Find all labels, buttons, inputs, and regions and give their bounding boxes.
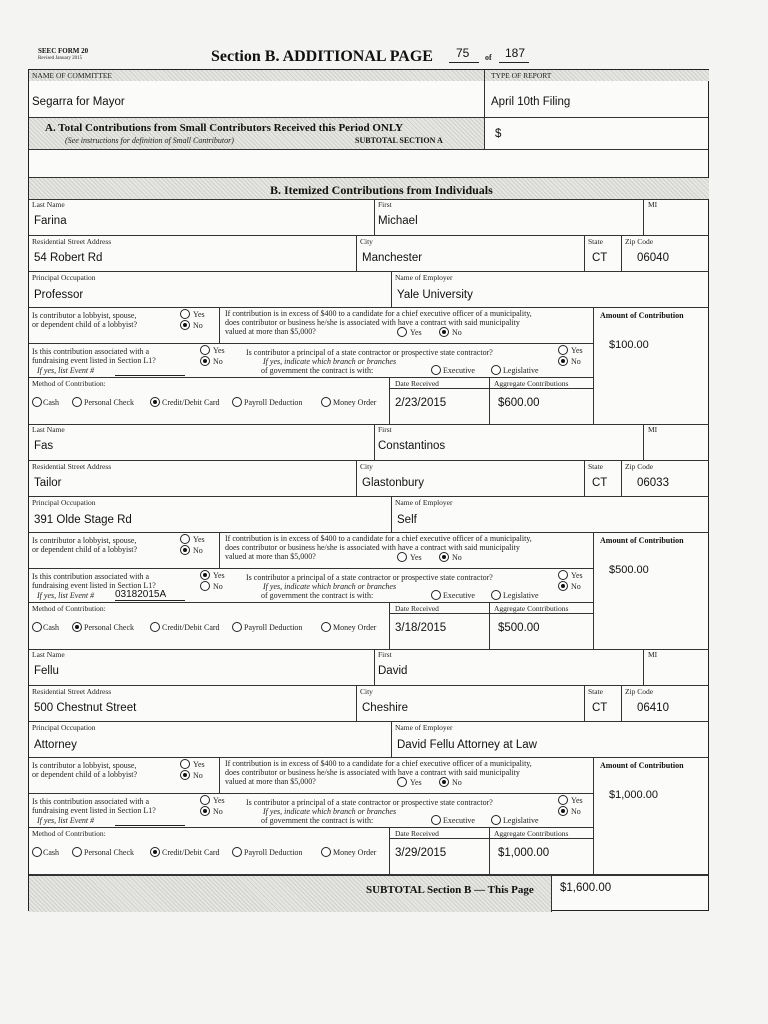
state-yes-radio[interactable] (558, 345, 568, 355)
occupation[interactable]: Attorney (34, 739, 77, 751)
aggregate-label: Aggregate Contributions (494, 604, 569, 613)
event-question: Is this contribution associated with a (32, 347, 150, 356)
lobbyist-question-2: or dependent child of a lobbyist? (32, 320, 138, 329)
date-received-label: Date Received (395, 829, 439, 838)
state-contractor-question: Is contributor a principal of a state contractor or prospective state contractor? (246, 798, 493, 807)
amount-label: Amount of Contribution (600, 761, 684, 770)
zip-code[interactable]: 06033 (637, 477, 669, 489)
state-no-label: No (571, 807, 581, 816)
street-address[interactable]: 54 Robert Rd (34, 252, 103, 264)
state-label: State (588, 237, 603, 246)
event-number[interactable]: 03182015A (115, 589, 167, 600)
section-b-subtotal-amount[interactable]: $1,600.00 (560, 882, 612, 894)
cash-label: Cash (43, 623, 59, 632)
money-order-radio[interactable] (321, 397, 331, 407)
event-question: Is this contribution associated with a (32, 572, 150, 581)
exec-no-label: No (452, 553, 462, 562)
state[interactable]: CT (592, 702, 608, 714)
event-no-label: No (213, 357, 223, 366)
exec-contract-question: If contribution is in excess of $400 to a candidate for a chief executive officer of a municipality, (225, 534, 532, 543)
occupation-label: Principal Occupation (32, 498, 96, 507)
executive-label: Executive (443, 366, 475, 375)
section-b-subtotal-label: SUBTOTAL Section B — This Page (366, 884, 534, 896)
state-label: State (588, 687, 603, 696)
legislative-label: Legislative (503, 591, 539, 600)
employer[interactable]: Yale University (397, 289, 473, 301)
state[interactable]: CT (592, 477, 608, 489)
executive-radio[interactable] (431, 590, 441, 600)
date-received-label: Date Received (395, 379, 439, 388)
payroll-label: Payroll Deduction (244, 398, 303, 407)
report-type-label: TYPE OF REPORT (491, 71, 552, 80)
exec-contract-question-2: does contributor or business he/she is associated with have a contract with said municipality (225, 768, 520, 777)
event-no-label: No (213, 807, 223, 816)
street-label: Residential Street Address (32, 687, 112, 696)
date-received[interactable]: 3/18/2015 (395, 622, 447, 634)
aggregate-label: Aggregate Contributions (494, 829, 569, 838)
first-name[interactable]: Constantinos (378, 440, 446, 452)
lobbyist-question: Is contributor a lobbyist, spouse, (32, 311, 137, 320)
credit-card-label: Credit/Debit Card (162, 623, 220, 632)
occupation[interactable]: 391 Olde Stage Rd (34, 514, 132, 526)
exec-no-label: No (452, 778, 462, 787)
aggregate-contributions[interactable]: $600.00 (498, 397, 540, 409)
city-label: City (360, 462, 373, 471)
exec-contract-question: If contribution is in excess of $400 to a candidate for a chief executive officer of a municipality, (225, 309, 532, 318)
state-contractor-question-3: of government the contract is with: (261, 816, 374, 825)
payroll-radio[interactable] (232, 397, 242, 407)
exec-contract-question-3: valued at more than $5,000? (225, 327, 316, 336)
contribution-entry (29, 649, 709, 874)
last-name[interactable]: Fellu (34, 665, 59, 677)
middle-initial-label: MI (648, 425, 658, 434)
contribution-form (28, 69, 709, 911)
credit-card-radio[interactable] (150, 622, 160, 632)
credit-card-radio[interactable] (150, 397, 160, 407)
payroll-radio[interactable] (232, 622, 242, 632)
aggregate-contributions[interactable]: $1,000.00 (498, 847, 550, 859)
lobbyist-question-2: or dependent child of a lobbyist? (32, 545, 138, 554)
event-yes-radio[interactable] (200, 570, 210, 580)
section-a-title: A. Total Contributions from Small Contributors Received this Period ONLY (45, 122, 404, 134)
zip-label: Zip Code (625, 237, 654, 246)
exec-no-radio[interactable] (439, 552, 449, 562)
city[interactable]: Glastonbury (362, 477, 425, 489)
personal-check-radio[interactable] (72, 847, 82, 857)
section-a-amount[interactable]: $ (495, 128, 502, 140)
lobbyist-no-radio[interactable] (180, 545, 190, 555)
contribution-entry (29, 199, 709, 424)
page-total: 187 (505, 46, 526, 60)
first-name[interactable]: Michael (378, 215, 418, 227)
date-received-label: Date Received (395, 604, 439, 613)
money-order-radio[interactable] (321, 847, 331, 857)
form-revision: Revised January 2015 (38, 56, 83, 61)
event-question-2: fundraising event listed in Section L1? (32, 806, 156, 815)
city-label: City (360, 237, 373, 246)
zip-code[interactable]: 06040 (637, 252, 669, 264)
occupation-label: Principal Occupation (32, 273, 96, 282)
state-no-label: No (571, 582, 581, 591)
state-contractor-question-3: of government the contract is with: (261, 591, 374, 600)
section-a-subtotal-label: SUBTOTAL SECTION A (355, 136, 443, 145)
event-yes-label: Yes (213, 796, 225, 805)
executive-label: Executive (443, 816, 475, 825)
event-question-2: fundraising event listed in Section L1? (32, 356, 156, 365)
last-name-label: Last Name (32, 650, 65, 659)
last-name[interactable]: Farina (34, 215, 67, 227)
lobbyist-yes-label: Yes (193, 760, 205, 769)
personal-check-label: Personal Check (84, 623, 134, 632)
personal-check-label: Personal Check (84, 848, 134, 857)
method-label: Method of Contribution: (32, 604, 106, 613)
state-yes-radio[interactable] (558, 570, 568, 580)
state-no-label: No (571, 357, 581, 366)
event-yes-radio[interactable] (200, 345, 210, 355)
last-name[interactable]: Fas (34, 440, 54, 452)
first-name-label: First (378, 200, 392, 209)
cash-radio[interactable] (32, 847, 42, 857)
state-yes-label: Yes (571, 346, 583, 355)
lobbyist-no-label: No (193, 321, 203, 330)
state-no-radio[interactable] (558, 356, 568, 366)
money-order-label: Money Order (333, 848, 377, 857)
lobbyist-question: Is contributor a lobbyist, spouse, (32, 761, 137, 770)
section-a-note: (See instructions for definition of Small Contributor) (65, 136, 234, 145)
lobbyist-no-radio[interactable] (180, 320, 190, 330)
last-name-label: Last Name (32, 425, 65, 434)
event-yes-label: Yes (213, 346, 225, 355)
exec-yes-radio[interactable] (397, 552, 407, 562)
street-address[interactable]: Tailor (34, 477, 62, 489)
credit-card-radio[interactable] (150, 847, 160, 857)
event-question-2: fundraising event listed in Section L1? (32, 581, 156, 590)
employer[interactable]: David Fellu Attorney at Law (397, 739, 537, 751)
exec-yes-radio[interactable] (397, 327, 407, 337)
exec-yes-label: Yes (410, 328, 422, 337)
money-order-label: Money Order (333, 398, 377, 407)
state-contractor-question: Is contributor a principal of a state contractor or prospective state contractor? (246, 573, 493, 582)
exec-yes-label: Yes (410, 778, 422, 787)
page-of-label: of (485, 53, 492, 62)
section-b-title: B. Itemized Contributions from Individuals (270, 183, 493, 197)
cash-label: Cash (43, 398, 59, 407)
committee-name-label: NAME OF COMMITTEE (32, 71, 112, 80)
page-title: Section B. ADDITIONAL PAGE (211, 48, 433, 65)
exec-contract-question: If contribution is in excess of $400 to a candidate for a chief executive officer of a municipality, (225, 759, 532, 768)
employer[interactable]: Self (397, 514, 417, 526)
credit-card-label: Credit/Debit Card (162, 848, 220, 857)
state-contractor-question: Is contributor a principal of a state contractor or prospective state contractor? (246, 348, 493, 357)
exec-contract-question-3: valued at more than $5,000? (225, 777, 316, 786)
lobbyist-no-label: No (193, 771, 203, 780)
state-label: State (588, 462, 603, 471)
state-contractor-question-2: If yes, indicate which branch or branches (263, 582, 397, 591)
state[interactable]: CT (592, 252, 608, 264)
cash-radio[interactable] (32, 622, 42, 632)
state-no-radio[interactable] (558, 581, 568, 591)
lobbyist-yes-radio[interactable] (180, 309, 190, 319)
event-question-3: If yes, list Event # (37, 591, 95, 600)
legislative-radio[interactable] (491, 365, 501, 375)
payroll-radio[interactable] (232, 847, 242, 857)
contribution-amount[interactable]: $500.00 (609, 564, 649, 576)
method-label: Method of Contribution: (32, 379, 106, 388)
lobbyist-no-label: No (193, 546, 203, 555)
money-order-radio[interactable] (321, 622, 331, 632)
exec-yes-radio[interactable] (397, 777, 407, 787)
lobbyist-yes-radio[interactable] (180, 759, 190, 769)
exec-no-radio[interactable] (439, 777, 449, 787)
state-contractor-question-2: If yes, indicate which branch or branches (263, 807, 397, 816)
state-yes-label: Yes (571, 796, 583, 805)
personal-check-radio[interactable] (72, 397, 82, 407)
legislative-radio[interactable] (491, 590, 501, 600)
city[interactable]: Cheshire (362, 702, 409, 714)
page-number: 75 (456, 46, 470, 60)
lobbyist-yes-label: Yes (193, 310, 205, 319)
zip-label: Zip Code (625, 462, 654, 471)
street-address[interactable]: 500 Chestnut Street (34, 702, 137, 714)
date-received[interactable]: 2/23/2015 (395, 397, 447, 409)
event-no-radio[interactable] (200, 581, 210, 591)
lobbyist-yes-radio[interactable] (180, 534, 190, 544)
executive-label: Executive (443, 591, 475, 600)
event-question-3: If yes, list Event # (37, 366, 95, 375)
event-question: Is this contribution associated with a (32, 797, 150, 806)
report-type[interactable]: April 10th Filing (491, 96, 571, 108)
first-name[interactable]: David (378, 665, 408, 677)
credit-card-label: Credit/Debit Card (162, 398, 220, 407)
legislative-label: Legislative (503, 366, 539, 375)
first-name-label: First (378, 425, 392, 434)
event-no-radio[interactable] (200, 806, 210, 816)
middle-initial-label: MI (648, 650, 658, 659)
amount-label: Amount of Contribution (600, 311, 684, 320)
aggregate-contributions[interactable]: $500.00 (498, 622, 540, 634)
state-contractor-question-2: If yes, indicate which branch or branches (263, 357, 397, 366)
event-yes-label: Yes (213, 571, 225, 580)
event-no-label: No (213, 582, 223, 591)
event-yes-radio[interactable] (200, 795, 210, 805)
state-yes-label: Yes (571, 571, 583, 580)
method-label: Method of Contribution: (32, 829, 106, 838)
lobbyist-no-radio[interactable] (180, 770, 190, 780)
street-label: Residential Street Address (32, 237, 112, 246)
zip-code[interactable]: 06410 (637, 702, 669, 714)
state-contractor-question-3: of government the contract is with: (261, 366, 374, 375)
last-name-label: Last Name (32, 200, 65, 209)
lobbyist-question: Is contributor a lobbyist, spouse, (32, 536, 137, 545)
executive-radio[interactable] (431, 365, 441, 375)
contribution-entry (29, 424, 709, 649)
contribution-amount[interactable]: $1,000.00 (609, 789, 658, 801)
contribution-amount[interactable]: $100.00 (609, 339, 649, 351)
exec-no-label: No (452, 328, 462, 337)
amount-label: Amount of Contribution (600, 536, 684, 545)
city-label: City (360, 687, 373, 696)
committee-name[interactable]: Segarra for Mayor (32, 96, 125, 108)
date-received[interactable]: 3/29/2015 (395, 847, 447, 859)
personal-check-radio[interactable] (72, 622, 82, 632)
exec-contract-question-3: valued at more than $5,000? (225, 552, 316, 561)
state-no-radio[interactable] (558, 806, 568, 816)
cash-radio[interactable] (32, 397, 42, 407)
cash-label: Cash (43, 848, 59, 857)
zip-label: Zip Code (625, 687, 654, 696)
employer-label: Name of Employer (395, 723, 453, 732)
lobbyist-question-2: or dependent child of a lobbyist? (32, 770, 138, 779)
employer-label: Name of Employer (395, 273, 453, 282)
personal-check-label: Personal Check (84, 398, 134, 407)
exec-contract-question-2: does contributor or business he/she is associated with have a contract with said municipality (225, 318, 520, 327)
event-question-3: If yes, list Event # (37, 816, 95, 825)
exec-yes-label: Yes (410, 553, 422, 562)
event-no-radio[interactable] (200, 356, 210, 366)
exec-contract-question-2: does contributor or business he/she is associated with have a contract with said municipality (225, 543, 520, 552)
occupation-label: Principal Occupation (32, 723, 96, 732)
money-order-label: Money Order (333, 623, 377, 632)
executive-radio[interactable] (431, 815, 441, 825)
city[interactable]: Manchester (362, 252, 423, 264)
middle-initial-label: MI (648, 200, 658, 209)
legislative-radio[interactable] (491, 815, 501, 825)
street-label: Residential Street Address (32, 462, 112, 471)
payroll-label: Payroll Deduction (244, 848, 303, 857)
aggregate-label: Aggregate Contributions (494, 379, 569, 388)
exec-no-radio[interactable] (439, 327, 449, 337)
first-name-label: First (378, 650, 392, 659)
occupation[interactable]: Professor (34, 289, 84, 301)
state-yes-radio[interactable] (558, 795, 568, 805)
form-id: SEEC FORM 20 (38, 47, 89, 55)
employer-label: Name of Employer (395, 498, 453, 507)
payroll-label: Payroll Deduction (244, 623, 303, 632)
lobbyist-yes-label: Yes (193, 535, 205, 544)
legislative-label: Legislative (503, 816, 539, 825)
